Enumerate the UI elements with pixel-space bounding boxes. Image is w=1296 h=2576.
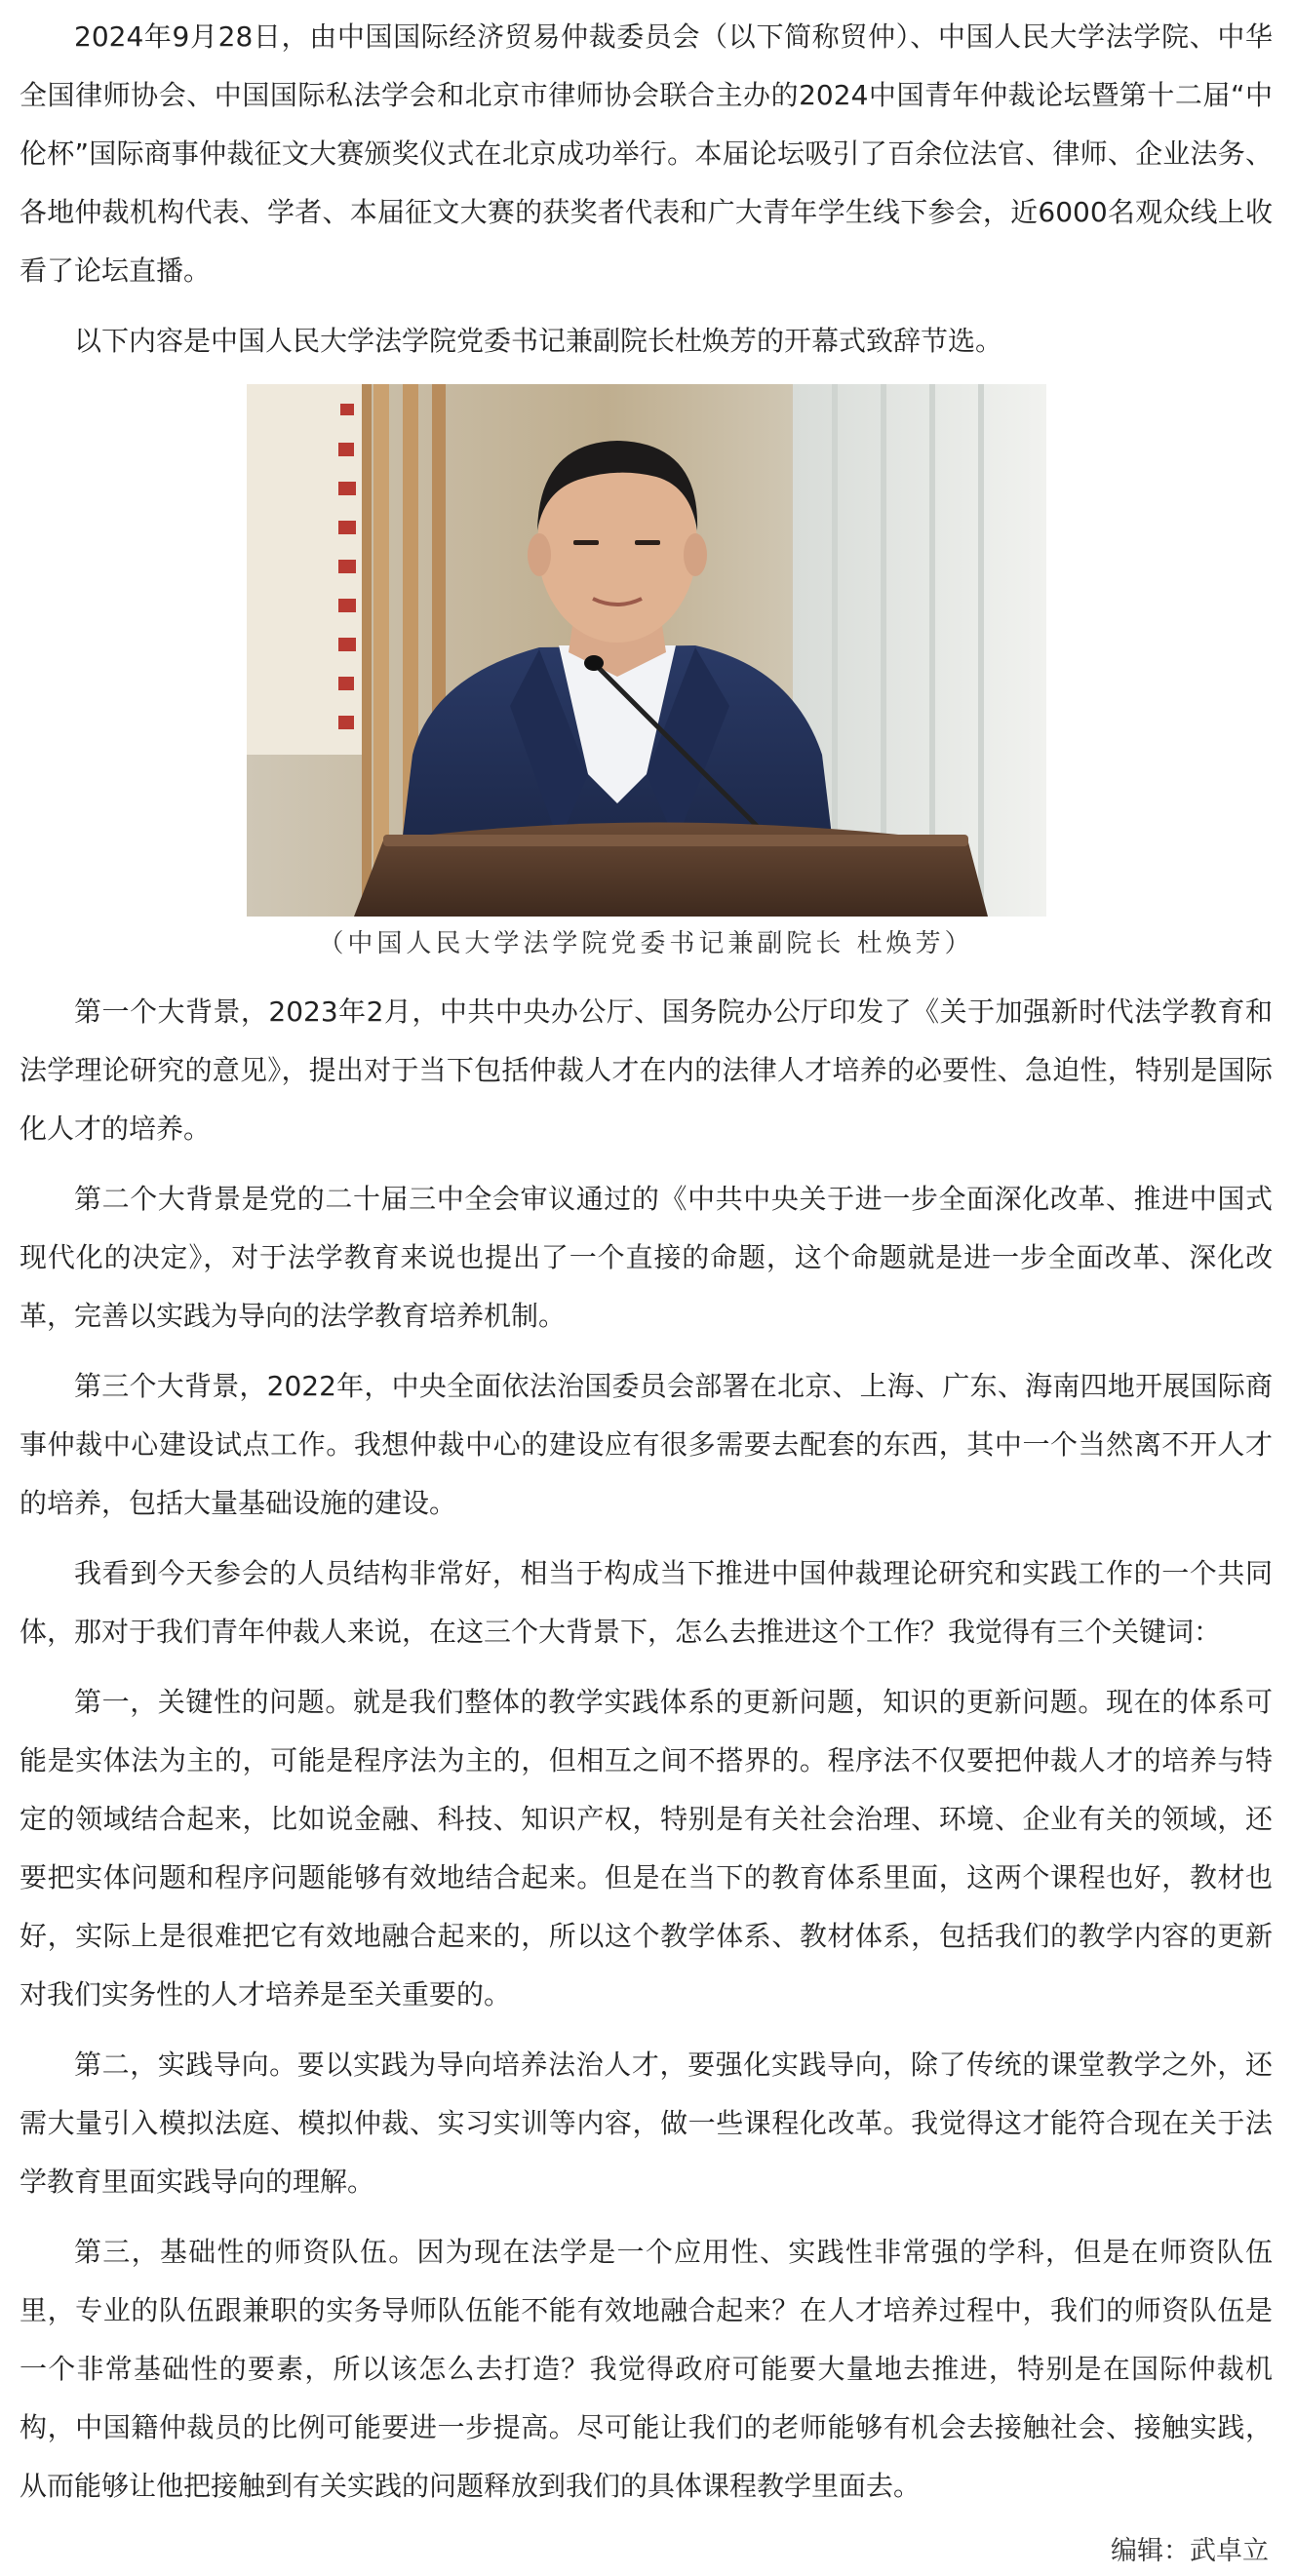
- speaker-photo-illustration: [247, 384, 1046, 917]
- photo-caption: （中国人民大学法学院党委书记兼副院长 杜焕芳）: [318, 929, 974, 958]
- body-paragraph: 第三，基础性的师资队伍。因为现在法学是一个应用性、实践性非常强的学科，但是在师资队伍里，专业的队伍跟兼职的实务导师队伍能不能有效地融合起来？在人才培养过程中，我们的师资队伍是一个非常基础性的要素，所以该怎么去打造？我觉得政府可能要大量地去推进，特别是在国际仲裁机构，中国籍仲裁员的比例可能要进一步提高。尽可能让我们的老师能够有机会去接触社会、接触实践，从而能够让他把接触到有关实践的问题释放到我们的具体课程教学里面去。: [20, 2236, 1273, 2502]
- intro-paragraph: 2024年9月28日，由中国国际经济贸易仲裁委员会（以下简称贸仲）、中国人民大学法学院、中华全国律师协会、中国国际私法学会和北京市律师协会联合主办的2024中国青年仲裁论坛暨第十二届“中伦杯”国际商事仲裁征文大赛颁奖仪式在北京成功举行。本届论坛吸引了百余位法官、律师、企业法务、各地仲裁机构代表、学者、本届征文大赛的获奖者代表和广大青年学生线下参会，近6000名观众线上收看了论坛直播。: [20, 20, 1273, 287]
- speaker-photo: [247, 384, 1046, 917]
- speech-intro-paragraph: 以下内容是中国人民大学法学院党委书记兼副院长杜焕芳的开幕式致辞节选。: [74, 325, 1003, 357]
- body-paragraph: 第一个大背景，2023年2月，中共中央办公厅、国务院办公厅印发了《关于加强新时代法学教育和法学理论研究的意见》，提出对于当下包括仲裁人才在内的法律人才培养的必要性、急迫性，特别是国际化人才的培养。: [20, 995, 1273, 1145]
- speaker-figure: [247, 384, 1046, 971]
- body-paragraph: 第一，关键性的问题。就是我们整体的教学实践体系的更新问题，知识的更新问题。现在的体系可能是实体法为主的，可能是程序法为主的，但相互之间不搭界的。程序法不仅要把仲裁人才的培养与特定的领域结合起来，比如说金融、科技、知识产权，特别是有关社会治理、环境、企业有关的领域，还要把实体问题和程序问题能够有效地结合起来。但是在当下的教育体系里面，这两个课程也好，教材也好，实际上是很难把它有效地融合起来的，所以这个教学体系、教材体系，包括我们的教学内容的更新对我们实务性的人才培养是至关重要的。: [20, 1686, 1273, 2010]
- body-paragraph: 第二个大背景是党的二十届三中全会审议通过的《中共中央关于进一步全面深化改革、推进中国式现代化的决定》，对于法学教育来说也提出了一个直接的命题，这个命题就是进一步全面改革、深化改革，完善以实践为导向的法学教育培养机制。: [20, 1183, 1273, 1332]
- editor-credit: 编辑：武卓立: [1111, 2536, 1269, 2566]
- body-paragraph: 第二，实践导向。要以实践为导向培养法治人才，要强化实践导向，除了传统的课堂教学之外，还需大量引入模拟法庭、模拟仲裁、实习实训等内容，做一些课程化改革。我觉得这才能符合现在关于法学教育里面实践导向的理解。: [20, 2049, 1273, 2198]
- body-paragraph: 第三个大背景，2022年，中央全面依法治国委员会部署在北京、上海、广东、海南四地开展国际商事仲裁中心建设试点工作。我想仲裁中心的建设应有很多需要去配套的东西，其中一个当然离不开人才的培养，包括大量基础设施的建设。: [20, 1370, 1273, 1519]
- body-paragraph: 我看到今天参会的人员结构非常好，相当于构成当下推进中国仲裁理论研究和实践工作的一个共同体，那对于我们青年仲裁人来说，在这三个大背景下，怎么去推进这个工作？我觉得有三个关键词：: [20, 1557, 1273, 1648]
